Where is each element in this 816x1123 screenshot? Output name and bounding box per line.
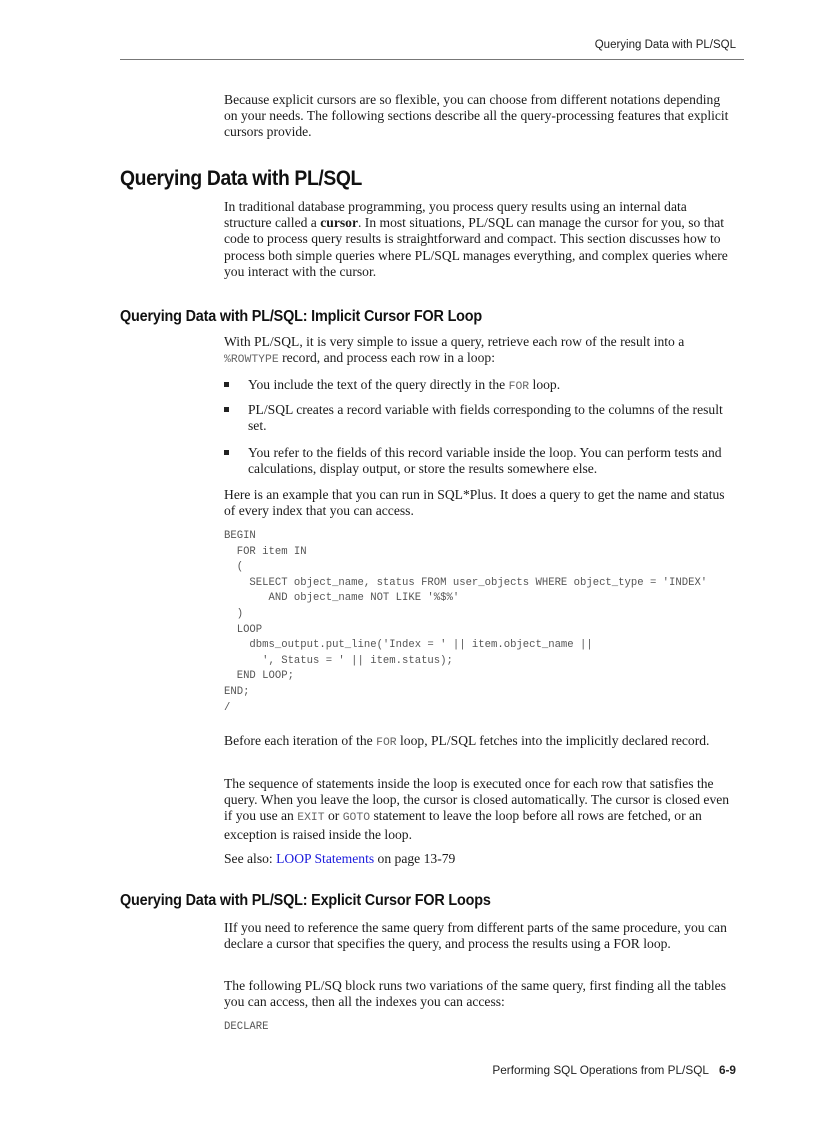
- cursor-term: cursor: [320, 215, 358, 231]
- rowtype-code: %ROWTYPE: [224, 354, 279, 367]
- for-code: FOR: [508, 381, 530, 393]
- for-code: FOR: [376, 737, 397, 749]
- implicit-intro-text-b: record, and process each row in a loop:: [278, 350, 495, 366]
- code-line: AND object_name NOT LIKE '%$%': [224, 592, 460, 605]
- code-line: END;: [224, 685, 250, 698]
- code-line: /: [224, 701, 231, 714]
- exit-code: EXIT: [297, 812, 325, 825]
- footer-label: Performing SQL Operations from PL/SQL: [492, 1063, 709, 1077]
- see-also-label: See also:: [224, 851, 277, 866]
- section-heading-querying-data: Querying Data with PL/SQL: [120, 167, 362, 190]
- explicit-intro-paragraph: [224, 920, 734, 952]
- code-line: LOOP: [224, 623, 263, 636]
- sequence-text-c: statement to leave the loop before all rows are fetched, or an exception is raised inside the loop.: [224, 808, 702, 842]
- explicit-intro-text: IIf you need to reference the same query from different parts of the same procedure, you can declare a cursor that specifies the query, and process the results using a FOR loop.: [224, 920, 727, 952]
- code-line: dbms_output.put_line('Index = ' || item.object_name ||: [224, 639, 593, 652]
- page-number: 6-9: [718, 1063, 736, 1077]
- iteration-text-b: loop, PL/SQL fetches into the implicitly declared record.: [396, 733, 710, 748]
- code-line: ', Status = ' || item.status);: [224, 654, 453, 667]
- subsection-heading-implicit-cursor: Querying Data with PL/SQL: Implicit Cursor FOR Loop: [120, 308, 483, 325]
- code-block-implicit-loop: [224, 529, 744, 716]
- header-rule: [120, 59, 744, 60]
- implicit-intro-text-a: With PL/SQL, it is very simple to issue a query, retrieve each row of the result into a: [224, 334, 685, 349]
- subsection-heading-explicit-cursor: Querying Data with PL/SQL: Explicit Cursor FOR Loops: [120, 892, 491, 909]
- intro-text: Because explicit cursors are so flexible, you can choose from different notations depending on your needs. The following sections describe all the query-processing features that explicit cursors provide.: [224, 92, 729, 140]
- example-intro-paragraph: [224, 487, 734, 519]
- loop-statements-link[interactable]: LOOP Statements: [276, 851, 375, 866]
- bullet1-text-b: loop.: [529, 377, 561, 392]
- code-block-explicit-start: [224, 1020, 744, 1036]
- sequence-text-a: The sequence of statements inside the loop is executed once for each row that satisfies the query. When you leave the loop, the cursor is closed automatically. The cursor is closed even if you use an: [224, 776, 730, 824]
- see-also-line: [224, 851, 734, 867]
- code-line: (: [224, 561, 244, 574]
- iteration-text-a: Before each iteration of the: [224, 733, 377, 748]
- see-also-page: on page 13-79: [374, 851, 456, 866]
- sequence-paragraph: [224, 776, 734, 843]
- code-line: FOR item IN: [224, 545, 307, 558]
- bullet-square-icon: [224, 382, 229, 387]
- code-line: ): [224, 607, 244, 620]
- bullet-square-icon: [224, 450, 229, 455]
- bullet1-text-a: You include the text of the query directly in the: [248, 377, 509, 392]
- intro-paragraph: [224, 92, 734, 141]
- goto-code: GOTO: [342, 812, 371, 825]
- bullet2-text: PL/SQL creates a record variable with fields corresponding to the columns of the result set.: [248, 402, 723, 434]
- running-header: Querying Data with PL/SQL: [594, 39, 736, 51]
- explicit-block-text: The following PL/SQ block runs two variations of the same query, first finding all the tables you can access, then all the indexes you can access:: [224, 978, 726, 1010]
- code-line: DECLARE: [224, 1021, 269, 1033]
- sequence-text-b: or: [324, 808, 343, 824]
- explicit-block-paragraph: [224, 978, 734, 1010]
- page-footer: [492, 1063, 736, 1077]
- bullet3-text: You refer to the fields of this record variable inside the loop. You can perform tests and calculations, display output, or store the results somewhere else.: [248, 445, 722, 477]
- example-intro-text: Here is an example that you can run in SQL*Plus. It does a query to get the name and status of every index that you can access.: [224, 487, 725, 519]
- code-line: END LOOP;: [224, 670, 294, 683]
- implicit-intro-paragraph: [224, 334, 734, 368]
- bullet-square-icon: [224, 407, 229, 412]
- code-line: SELECT object_name, status FROM user_objects WHERE object_type = 'INDEX': [224, 576, 708, 589]
- iteration-paragraph: [224, 733, 734, 751]
- section1-text-b: . In most situations, PL/SQL can manage the cursor for you, so that code to process query results is straightforward and compact. This section discusses how to process both simple queries where PL/SQL manages everything, and complex queries where you interact with the cursor.: [224, 215, 728, 279]
- section1-paragraph: [224, 199, 734, 280]
- section1-text-a: In traditional database programming, you process query results using an internal data structure called a: [224, 199, 687, 231]
- code-line: BEGIN: [224, 530, 256, 542]
